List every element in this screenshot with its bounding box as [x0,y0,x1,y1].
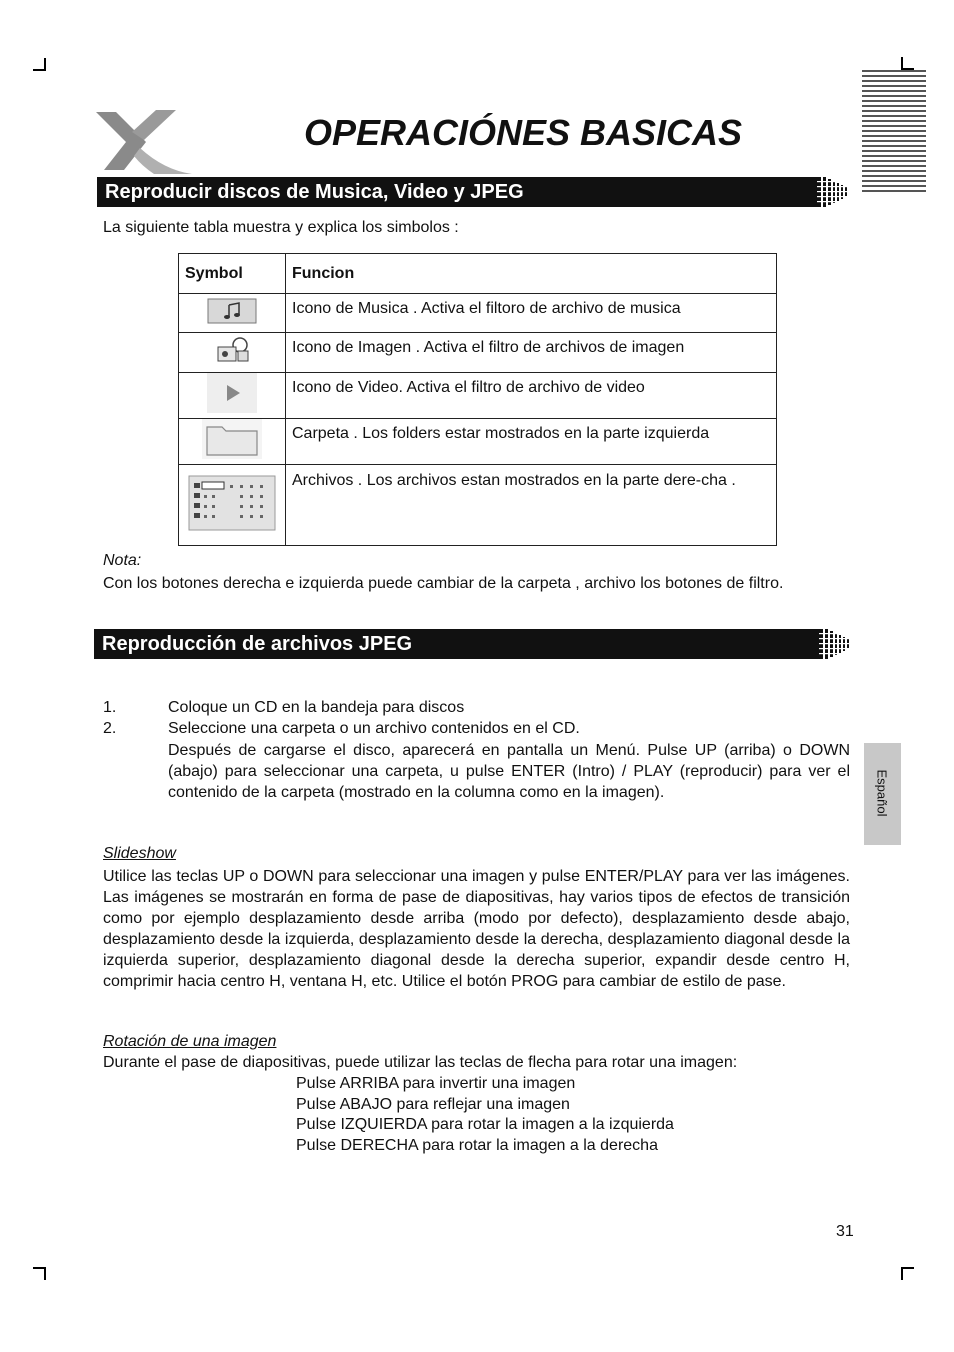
file-list-icon [188,475,276,531]
rotation-item: Pulse ABAJO para reflejar una imagen [296,1096,570,1113]
rotation-text: Durante el pase de diapositivas, puede utilizar las teclas de flecha para rotar una imagen: [103,1054,738,1071]
table-row [179,373,777,419]
table-row [179,294,777,333]
heading-dots-2 [819,629,855,659]
crop-mark-bottom-right-v [901,1267,903,1280]
decorative-stripes [862,70,926,195]
rotation-label: Rotación de una imagen [103,1033,277,1050]
step-1-number: 1. [103,699,117,716]
folder-icon [202,419,262,459]
step-1-text: Coloque un CD en la bandeja para discos [168,699,465,716]
row-text-files-content: Archivos . Los archivos estan mostrados en la parte dere-cha . [292,472,736,489]
note-text: Con los botones derecha e izquierda puede cambiar de la carpeta , archivo los botones de filtro. [103,575,784,592]
section-heading-2 [94,629,823,659]
row-text-image: Icono de Imagen . Activa el filtro de archivos de imagen [286,333,777,373]
table-row [179,465,777,546]
brand-x-logo [94,108,194,176]
crop-mark-top-left-h [33,69,46,71]
language-tab [864,743,901,845]
section-heading-1 [97,177,821,207]
section-heading-2-text: Reproducción de archivos JPEG [102,633,413,655]
row-text-files [286,465,777,546]
table-row [179,333,777,373]
rotation-item: Pulse ARRIBA para invertir una imagen [296,1075,576,1092]
heading-dots-1 [817,177,853,207]
symbol-table [178,253,777,546]
section-heading-1-text: Reproducir discos de Musica, Video y JPEG [105,181,524,203]
language-tab-label: Español [874,769,890,817]
slideshow-text: Utilice las teclas UP o DOWN para seleccionar una imagen y pulse ENTER/PLAY para ver las imágenes. Las imágenes se mostrarán en forma de pase de diapositivas, hay varios tipos de efectos de transición como por ejemplo desplazamiento desde arriba (modo por defecto), desplazamiento desde abajo, desplazamiento desde la izquierda, desplazamiento desde la derecha, desplazamiento diagonal desde la izquierda superior, desplazamiento diagonal desde la derecha superior, expandir desde centro H, comprimir hacia centro H, ventana H, etc. Utilice el botón PROG para cambiar de estilo de pase. [103,868,850,990]
step-2-detail: Después de cargarse el disco, aparecerá en pantalla un Menú. Pulse UP (arriba) o DOWN (abajo) para seleccionar una carpeta, u pulse ENTER (Intro) / PLAY (reproducir) para ver el contenido de la carpeta (mostrado en la columna como en la imagen). [168,742,850,801]
crop-mark-bottom-left-v [44,1267,46,1280]
row-text-music: Icono de Musica . Activa el filtoro de archivo de musica [286,294,777,333]
page-title: OPERACIÓNES BASICAS [304,112,743,153]
page-number: 31 [836,1223,854,1240]
rotation-item: Pulse IZQUIERDA para rotar la imagen a la izquierda [296,1116,674,1133]
table-row [179,419,777,465]
row-text-folder: Carpeta . Los folders estar mostrados en la parte izquierda [286,419,777,465]
table-intro: La siguiente tabla muestra y explica los simbolos : [103,219,459,236]
row-text-video: Icono de Video. Activa el filtro de archivo de video [286,373,777,419]
slideshow-label: Slideshow [103,845,176,862]
image-icon [210,335,254,365]
col-header-symbol: Symbol [179,254,286,294]
video-play-icon [207,373,257,413]
col-header-function: Funcion [286,254,777,294]
music-icon [207,297,257,325]
step-2-number: 2. [103,720,117,737]
note-label: Nota: [103,552,142,569]
step-2-text: Seleccione una carpeta o un archivo contenidos en el CD. [168,720,580,737]
rotation-item: Pulse DERECHA para rotar la imagen a la derecha [296,1137,658,1154]
